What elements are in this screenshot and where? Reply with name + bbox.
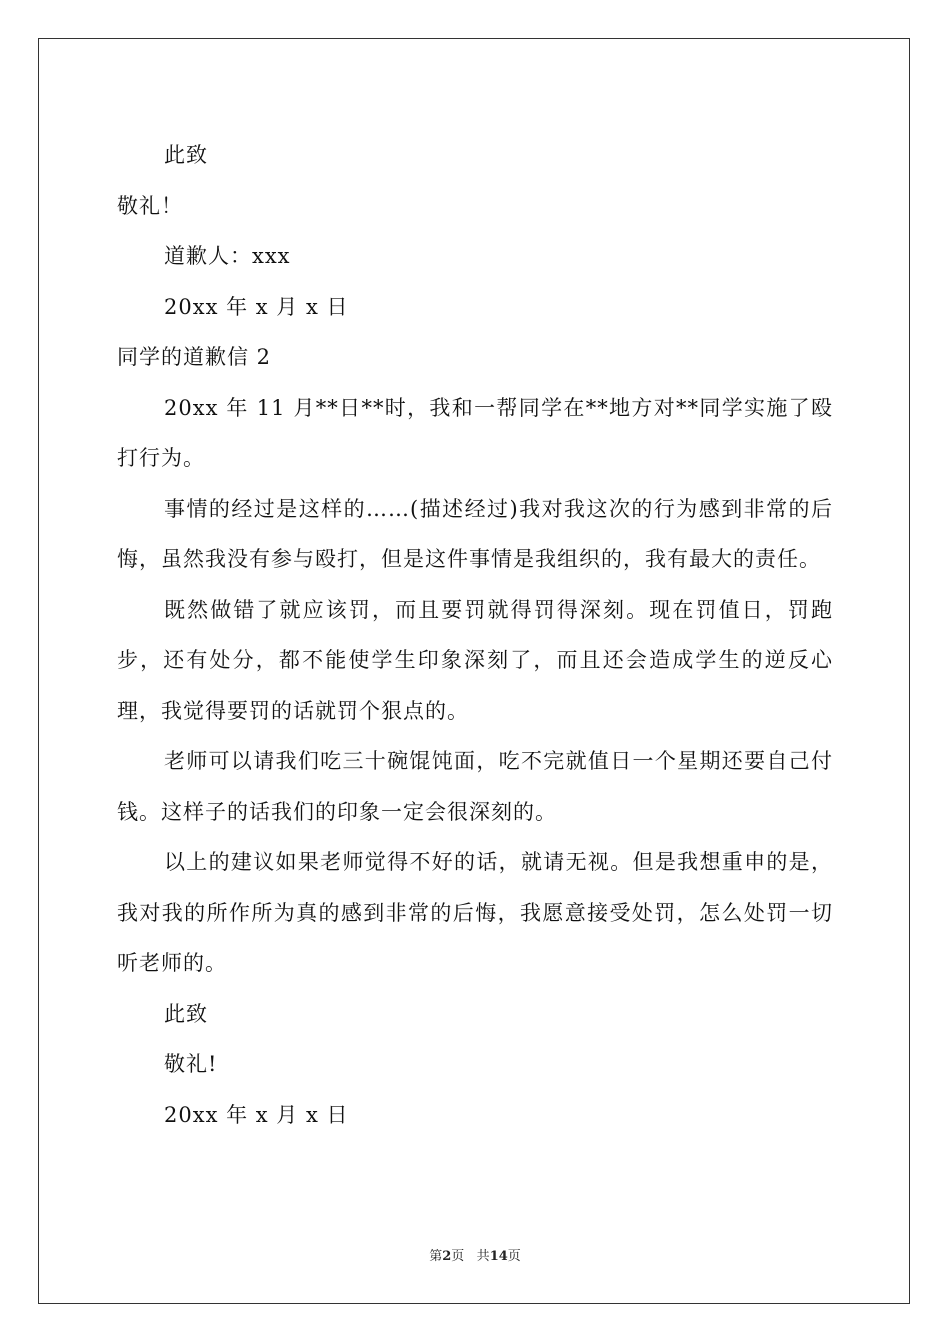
closing-salutation: 此致 — [164, 1001, 208, 1026]
closing-salutation: 此致 — [164, 143, 208, 167]
letter-title: 同学的道歉信 2 — [117, 345, 272, 369]
page-prefix: 第 — [429, 1249, 443, 1264]
total-suffix: 页 — [507, 1249, 521, 1264]
page-suffix: 页 — [451, 1249, 465, 1264]
document-body — [117, 130, 833, 1140]
paragraph: 20xx 年 11 月**日**时，我和一帮同学在**地方对**同学实施了殴打行为。 — [117, 395, 833, 470]
paragraph: 既然做错了就应该罚，而且要罚就得罚得深刻。现在罚值日，罚跑步，还有处分，都不能使学生印象深刻了，而且还会造成学生的逆反心理，我觉得要罚的话就罚个狠点的。 — [117, 597, 833, 723]
paragraph: 事情的经过是这样的……(描述经过)我对我这次的行为感到非常的后悔，虽然我没有参与殴打，但是这件事情是我组织的，我有最大的责任。 — [117, 496, 833, 571]
total-prefix: 共 — [476, 1249, 490, 1264]
closing-respect: 敬礼！ — [117, 193, 183, 218]
signer-line: 道歉人：xxx — [164, 244, 291, 268]
letter-date: 20xx 年 x 月 x 日 — [164, 294, 349, 319]
page-number: 2 — [442, 1249, 452, 1264]
closing-respect: 敬礼! — [164, 1052, 218, 1076]
paragraph: 以上的建议如果老师觉得不好的话，就请无视。但是我想重申的是，我对我的所作所为真的感到非常的后悔，我愿意接受处罚，怎么处罚一切听老师的。 — [117, 850, 833, 975]
page-footer — [0, 1249, 950, 1265]
letter-date: 20xx 年 x 月 x 日 — [164, 1102, 349, 1127]
paragraph: 老师可以请我们吃三十碗馄饨面，吃不完就值日一个星期还要自己付钱。这样子的话我们的印象一定会很深刻的。 — [117, 749, 833, 824]
total-pages: 14 — [489, 1249, 508, 1264]
